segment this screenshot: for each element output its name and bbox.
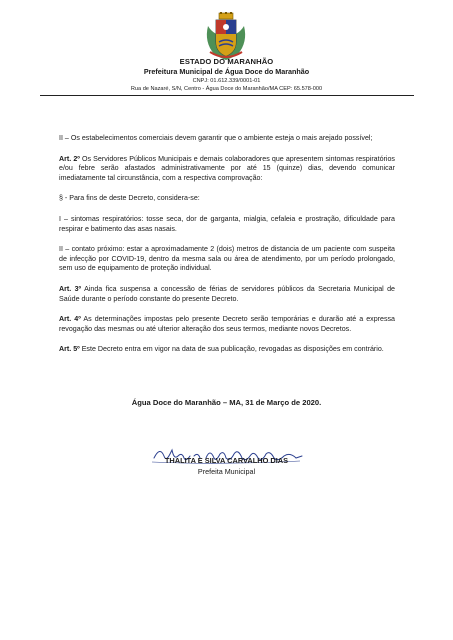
- signatory-name: THALITA E SILVA CARVALHO DIAS: [164, 456, 289, 465]
- article-5: [59, 345, 395, 355]
- article-4: [59, 315, 395, 334]
- header-divider: [40, 95, 414, 96]
- paragraph-ii-commercial: II – Os estabelecimentos comerciais devem garantir que o ambiente esteja o mais arejado possível;: [59, 134, 373, 142]
- item-i-symptoms: I – sintomas respiratórios: tosse seca, dor de garganta, mialgia, cefaleia e prostração, dificuldade para respirar e batimento das asas nasais.: [59, 214, 395, 233]
- article-3-label: Art. 3º: [59, 284, 82, 293]
- paragraph-definitions: § - Para fins de deste Decreto, considera-se:: [59, 194, 200, 203]
- item-ii-close-contact: II – contato próximo: estar a aproximadamente 2 (dois) metros de distancia de um paciente com suspeita de infecção por COVID-19, dentro da mesma sala ou área de atendimento, por um período prolongado, sem uso de equipamento de proteção individual.: [59, 245, 395, 273]
- article-5-text: Este Decreto entra em vigor na data de sua publicação, revogadas as disposições em contrário.: [79, 345, 384, 354]
- article-2-text: Os Servidores Públicos Municipais e demais colaboradores que apresentem sintomas respiratórios e/ou febre serão afastados administrativamente por até 15 (quinze) dias, devendo comunicar imediatamente tal circunstância, com a respectiva comprovação:: [59, 154, 395, 182]
- coat-of-arms-icon: [202, 12, 250, 62]
- article-3: [59, 285, 395, 304]
- article-2-label: Art. 2º: [59, 154, 80, 163]
- decree-body: [59, 134, 395, 366]
- signatory-role: Prefeita Municipal: [197, 467, 256, 476]
- article-4-label: Art. 4º: [59, 315, 81, 324]
- address-line: Rua de Nazaré, S/N, Centro - Água Doce do Maranhão/MA CEP: 65.578-000: [130, 86, 323, 92]
- state-name: ESTADO DO MARANHÃO: [179, 57, 274, 66]
- article-4-text: As determinações impostas pelo presente Decreto serão temporárias e durarão até a expressa revogação das mesmas ou até ulterior alteração dos seus termos, mediante novos Decretos.: [59, 315, 395, 333]
- article-5-label: Art. 5º: [59, 345, 80, 354]
- article-2: [59, 155, 395, 184]
- article-3-text: Ainda fica suspensa a concessão de férias de servidores públicos da Secretaria Municipal de Saúde durante o período constante do presente Decreto.: [59, 284, 395, 303]
- cnpj-line: CNPJ: 01.612.339/0001-01: [192, 78, 261, 84]
- prefeitura-name: Prefeitura Municipal de Água Doce do Maranhão: [143, 67, 310, 76]
- place-and-date: Água Doce do Maranhão – MA, 31 de Março de 2020.: [131, 398, 322, 407]
